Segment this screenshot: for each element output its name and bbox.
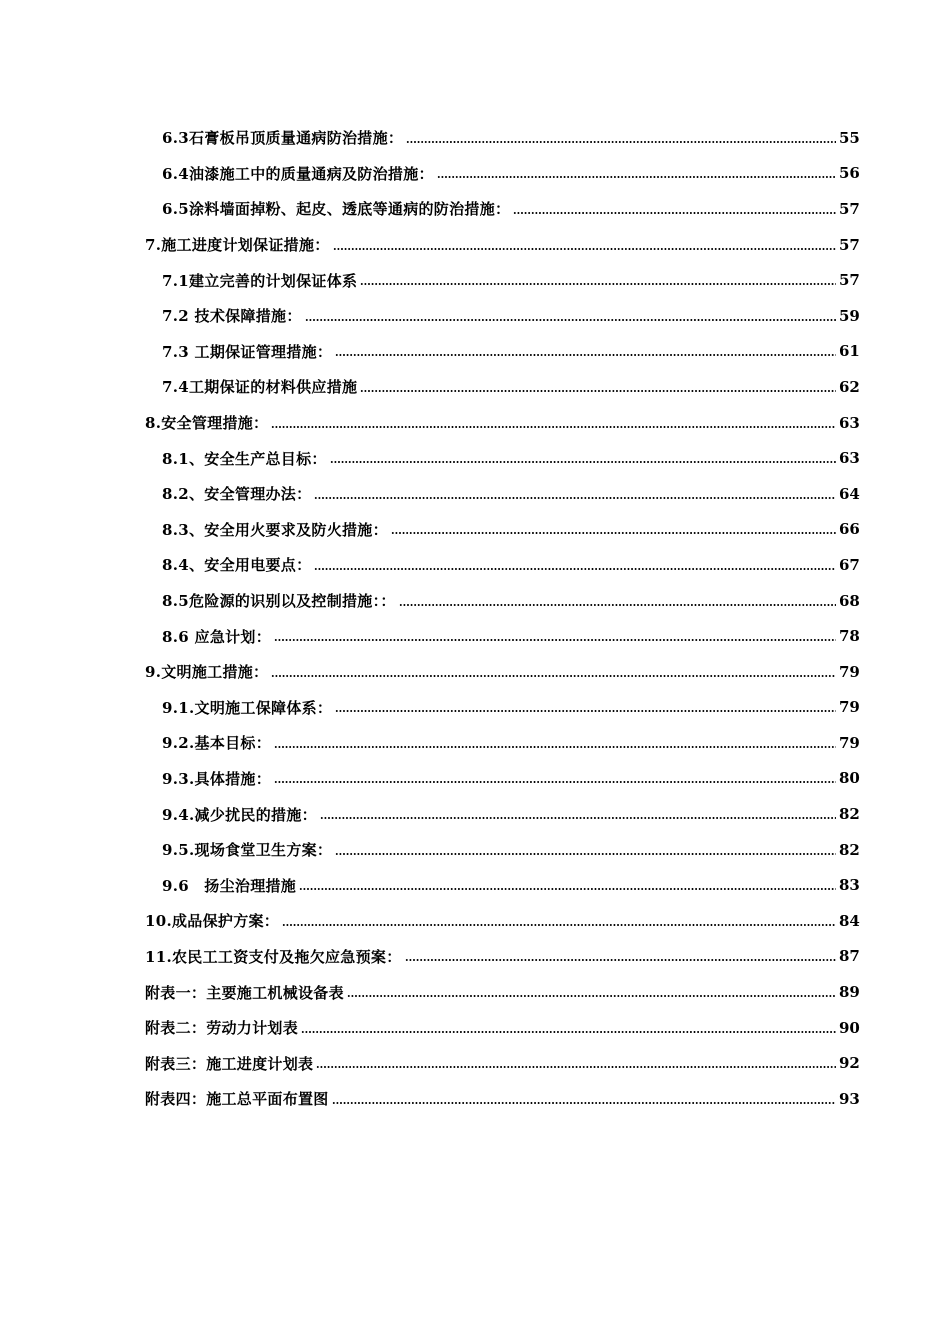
toc-entry[interactable] bbox=[0, 227, 950, 263]
toc-entry-page-number: 82 bbox=[839, 840, 860, 859]
toc-entry-title: 11.农民工工资支付及拖欠应急预案： bbox=[145, 947, 402, 966]
toc-entry-page-number: 66 bbox=[839, 520, 860, 539]
toc-entry-title: 9.4.减少扰民的措施： bbox=[162, 805, 317, 824]
toc-entry[interactable] bbox=[0, 156, 950, 192]
toc-entry[interactable] bbox=[0, 583, 950, 619]
toc-dot-leader bbox=[347, 995, 836, 997]
toc-entry-title: 8.安全管理措施： bbox=[145, 414, 269, 433]
toc-dot-leader bbox=[437, 176, 836, 178]
toc-dot-leader bbox=[406, 141, 836, 143]
toc-entry-title: 附表四：施工总平面布置图 bbox=[145, 1090, 329, 1109]
toc-entry[interactable] bbox=[0, 1010, 950, 1046]
toc-entry[interactable] bbox=[0, 618, 950, 654]
toc-entry-title: 9.6 扬尘治理措施 bbox=[162, 876, 297, 895]
toc-entry[interactable] bbox=[0, 832, 950, 868]
toc-entry[interactable] bbox=[0, 334, 950, 370]
toc-entry-title: 7.施工进度计划保证措施： bbox=[145, 236, 330, 255]
toc-entry-page-number: 57 bbox=[839, 235, 860, 254]
table-of-contents bbox=[0, 120, 950, 1117]
toc-entry-page-number: 82 bbox=[839, 805, 860, 824]
toc-entry-title: 9.1.文明施工保障体系： bbox=[162, 698, 333, 717]
toc-entry[interactable] bbox=[0, 654, 950, 690]
toc-dot-leader bbox=[301, 1031, 836, 1033]
toc-entry[interactable] bbox=[0, 974, 950, 1010]
toc-entry-title: 6.5涂料墙面掉粉、起皮、透底等通病的防治措施： bbox=[162, 200, 511, 219]
toc-entry-title: 9.2.基本目标： bbox=[162, 734, 272, 753]
toc-dot-leader bbox=[274, 639, 836, 641]
toc-entry-title: 10.成品保护方案： bbox=[145, 912, 280, 931]
toc-entry[interactable] bbox=[0, 120, 950, 156]
toc-entry-page-number: 59 bbox=[839, 306, 860, 325]
toc-dot-leader bbox=[360, 283, 836, 285]
toc-entry-title: 6.4油漆施工中的质量通病及防治措施： bbox=[162, 164, 434, 183]
toc-entry[interactable] bbox=[0, 369, 950, 405]
toc-dot-leader bbox=[360, 390, 836, 392]
toc-dot-leader bbox=[271, 426, 836, 428]
toc-dot-leader bbox=[335, 710, 836, 712]
toc-entry[interactable] bbox=[0, 547, 950, 583]
toc-dot-leader bbox=[282, 924, 836, 926]
toc-entry-page-number: 84 bbox=[839, 911, 860, 930]
toc-dot-leader bbox=[513, 212, 836, 214]
toc-entry[interactable] bbox=[0, 405, 950, 441]
toc-entry[interactable] bbox=[0, 867, 950, 903]
toc-entry[interactable] bbox=[0, 690, 950, 726]
toc-dot-leader bbox=[316, 1066, 836, 1068]
toc-dot-leader bbox=[335, 354, 836, 356]
toc-entry-page-number: 68 bbox=[839, 591, 860, 610]
toc-dot-leader bbox=[333, 248, 836, 250]
toc-entry-page-number: 79 bbox=[839, 662, 860, 681]
toc-dot-leader bbox=[305, 319, 836, 321]
toc-entry[interactable] bbox=[0, 1081, 950, 1117]
toc-entry-page-number: 80 bbox=[839, 769, 860, 788]
toc-entry[interactable] bbox=[0, 725, 950, 761]
toc-dot-leader bbox=[274, 781, 836, 783]
toc-entry-page-number: 57 bbox=[839, 271, 860, 290]
toc-dot-leader bbox=[330, 461, 836, 463]
toc-entry-title: 9.文明施工措施： bbox=[145, 663, 269, 682]
toc-entry-title: 8.3、安全用火要求及防火措施： bbox=[162, 520, 388, 539]
toc-entry[interactable] bbox=[0, 191, 950, 227]
toc-entry-page-number: 79 bbox=[839, 733, 860, 752]
toc-entry-page-number: 64 bbox=[839, 484, 860, 503]
toc-entry-title: 附表三：施工进度计划表 bbox=[145, 1054, 314, 1073]
toc-entry[interactable] bbox=[0, 298, 950, 334]
toc-entry-page-number: 67 bbox=[839, 555, 860, 574]
toc-entry[interactable] bbox=[0, 440, 950, 476]
toc-entry-title: 7.4工期保证的材料供应措施 bbox=[162, 378, 358, 397]
toc-entry-title: 9.3.具体措施： bbox=[162, 769, 272, 788]
toc-entry-page-number: 56 bbox=[839, 164, 860, 183]
toc-entry-title: 7.2 技术保障措施： bbox=[162, 307, 302, 326]
toc-entry-title: 6.3石膏板吊顶质量通病防治措施： bbox=[162, 129, 404, 148]
toc-dot-leader bbox=[320, 817, 836, 819]
toc-entry-title: 8.6 应急计划： bbox=[162, 627, 272, 646]
toc-entry[interactable] bbox=[0, 512, 950, 548]
toc-entry-page-number: 93 bbox=[839, 1089, 860, 1108]
toc-entry-title: 附表一：主要施工机械设备表 bbox=[145, 983, 344, 1002]
toc-entry[interactable] bbox=[0, 262, 950, 298]
toc-dot-leader bbox=[332, 1102, 836, 1104]
toc-entry-page-number: 55 bbox=[839, 128, 860, 147]
toc-dot-leader bbox=[405, 959, 837, 961]
toc-entry-page-number: 57 bbox=[839, 199, 860, 218]
toc-entry-title: 8.4、安全用电要点： bbox=[162, 556, 312, 575]
toc-entry-page-number: 61 bbox=[839, 342, 860, 361]
toc-entry-page-number: 92 bbox=[839, 1054, 860, 1073]
toc-entry-title: 8.2、安全管理办法： bbox=[162, 485, 312, 504]
toc-dot-leader bbox=[271, 675, 836, 677]
toc-entry-page-number: 63 bbox=[839, 449, 860, 468]
toc-entry[interactable] bbox=[0, 476, 950, 512]
toc-entry-page-number: 83 bbox=[839, 876, 860, 895]
toc-dot-leader bbox=[391, 532, 836, 534]
toc-entry-page-number: 63 bbox=[839, 413, 860, 432]
toc-entry-title: 7.3 工期保证管理措施： bbox=[162, 342, 333, 361]
toc-entry-title: 7.1建立完善的计划保证体系 bbox=[162, 271, 358, 290]
toc-entry[interactable] bbox=[0, 903, 950, 939]
toc-entry-page-number: 62 bbox=[839, 377, 860, 396]
toc-dot-leader bbox=[314, 568, 836, 570]
toc-entry[interactable] bbox=[0, 761, 950, 797]
toc-entry[interactable] bbox=[0, 1045, 950, 1081]
toc-entry-page-number: 90 bbox=[839, 1018, 860, 1037]
toc-entry[interactable] bbox=[0, 939, 950, 975]
toc-entry-page-number: 89 bbox=[839, 983, 860, 1002]
toc-entry-page-number: 79 bbox=[839, 698, 860, 717]
toc-dot-leader bbox=[299, 888, 836, 890]
toc-dot-leader bbox=[274, 746, 836, 748]
toc-entry[interactable] bbox=[0, 796, 950, 832]
toc-entry-page-number: 87 bbox=[839, 947, 860, 966]
toc-entry-title: 8.1、安全生产总目标： bbox=[162, 449, 327, 468]
toc-entry-title: 附表二：劳动力计划表 bbox=[145, 1019, 299, 1038]
toc-entry-title: 8.5危险源的识别以及控制措施：： bbox=[162, 592, 396, 611]
toc-dot-leader bbox=[314, 497, 836, 499]
toc-entry-title: 9.5.现场食堂卫生方案： bbox=[162, 841, 333, 860]
toc-dot-leader bbox=[335, 853, 836, 855]
toc-dot-leader bbox=[399, 604, 836, 606]
toc-entry-page-number: 78 bbox=[839, 627, 860, 646]
